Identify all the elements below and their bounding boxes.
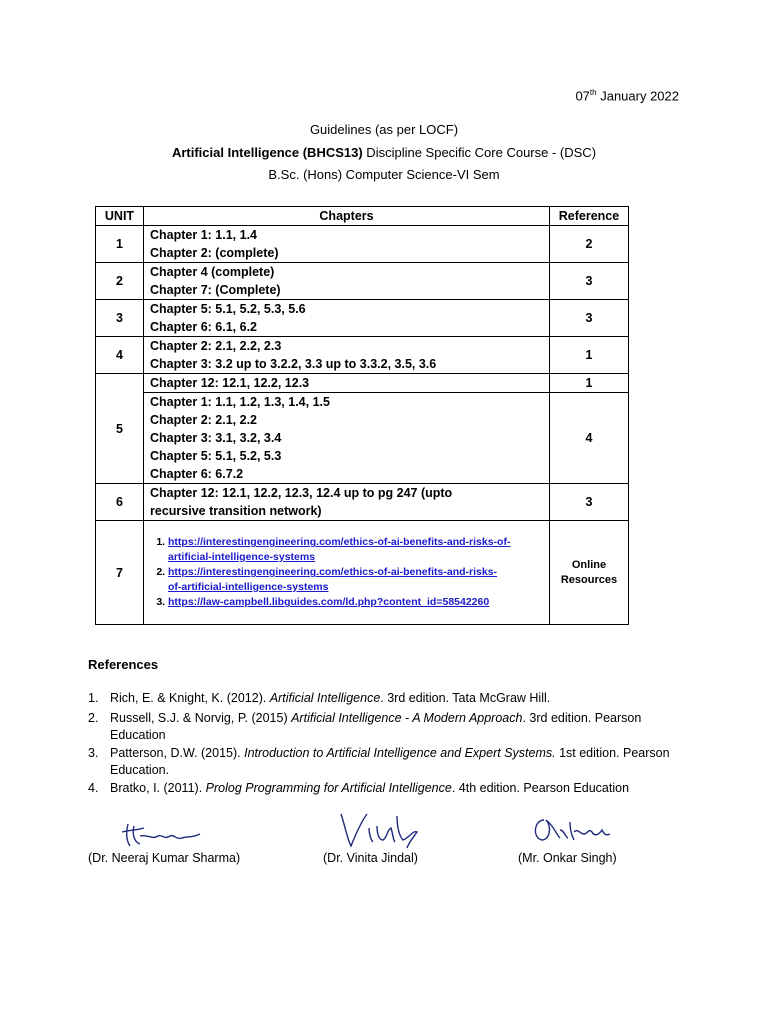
reference-online: Online <box>571 558 607 571</box>
chapter-line: Chapter 12: 12.1, 12.2, 12.3, 12.4 up to pg 247 (upto <box>150 486 453 500</box>
list-item: 3. Patterson, D.W. (2015). Introduction to Artificial Intelligence and Expert Systems. 1st edition. Pearson Education. <box>88 746 670 777</box>
unit-cell: 5 <box>96 374 144 484</box>
chapter-line: Chapter 2: 2.1, 2.2 <box>150 413 257 427</box>
list-item <box>168 565 543 594</box>
course-type: Discipline Specific Core Course - (DSC) <box>362 145 597 160</box>
link-ethics-of-ai-2[interactable]: https://interestingengineering.com/ethics-of-ai-benefits-and-risks- of-artificial-intelligence-systems <box>168 566 498 593</box>
chapter-line: recursive transition network) <box>150 504 322 518</box>
reference-cell: 4 <box>550 393 629 484</box>
signature-onkar-image <box>528 812 614 848</box>
reference-cell: 3 <box>550 484 629 521</box>
chapter-line: Chapter 4 (complete) <box>150 265 275 279</box>
list-item: 4. Bratko, I. (2011). Prolog Programming for Artificial Intelligence. 4th edition. Pearson Education <box>88 781 630 795</box>
table-row <box>96 484 629 521</box>
table-row <box>96 337 629 374</box>
chapters-cell <box>144 337 550 374</box>
table-row <box>96 300 629 337</box>
chapter-line: Chapter 7: (Complete) <box>150 283 281 297</box>
list-item <box>168 535 543 564</box>
reference-cell: 3 <box>550 263 629 300</box>
chapters-cell <box>144 393 550 484</box>
link-ethics-of-ai-1[interactable]: https://interestingengineering.com/ethics-of-ai-benefits-and-risks-of- artificial-intelligence-systems <box>168 536 511 563</box>
chapter-line: Chapter 2: (complete) <box>150 246 279 260</box>
reference-resources: Resources <box>560 573 618 586</box>
chapter-line: Chapter 1: 1.1, 1.4 <box>150 228 257 242</box>
unit-cell: 7 <box>96 521 144 625</box>
chapter-line: Chapter 5: 5.1, 5.2, 5.3, 5.6 <box>150 302 306 316</box>
signatory-name: (Mr. Onkar Singh) <box>518 851 617 865</box>
header-chapters: Chapters <box>144 207 550 226</box>
unit-cell: 3 <box>96 300 144 337</box>
program-semester: B.Sc. (Hons) Computer Science-VI Sem <box>268 167 500 182</box>
signature-vinita-image <box>333 808 423 852</box>
chapter-line: Chapter 3: 3.1, 3.2, 3.4 <box>150 431 282 445</box>
syllabus-table <box>95 206 629 625</box>
reference-cell: 1 <box>550 337 629 374</box>
chapters-cell <box>144 300 550 337</box>
reference-cell <box>550 521 629 625</box>
chapters-cell <box>144 484 550 521</box>
links-cell <box>144 521 550 625</box>
references-list <box>88 690 688 797</box>
list-item: 2. Russell, S.J. & Norvig, P. (2015) Artificial Intelligence - A Modern Approach. 3rd edition. Pearson Education <box>88 711 642 742</box>
unit-cell: 6 <box>96 484 144 521</box>
reference-cell: 2 <box>550 226 629 263</box>
unit-cell: 2 <box>96 263 144 300</box>
reference-cell: 1 <box>550 374 629 393</box>
list-item <box>168 595 543 610</box>
chapter-line: Chapter 6: 6.7.2 <box>150 467 244 481</box>
course-title <box>0 145 768 160</box>
references-title: References <box>88 657 159 672</box>
table-row <box>96 521 629 625</box>
chapter-line: Chapter 3: 3.2 up to 3.2.2, 3.3 up to 3.3.2, 3.5, 3.6 <box>150 357 437 371</box>
chapter-line: Chapter 5: 5.1, 5.2, 5.3 <box>150 449 282 463</box>
chapter-line: Chapter 1: 1.1, 1.2, 1.3, 1.4, 1.5 <box>150 395 330 409</box>
table-row <box>96 393 629 484</box>
list-item: 1. Rich, E. & Knight, K. (2012). Artificial Intelligence. 3rd edition. Tata McGraw Hill. <box>88 691 551 705</box>
link-law-campbell[interactable]: https://law-campbell.libguides.com/ld.php?content_id=58542260 <box>168 596 490 609</box>
chapter-line: Chapter 6: 6.1, 6.2 <box>150 320 257 334</box>
table-row <box>96 263 629 300</box>
table-row <box>96 226 629 263</box>
chapter-line: Chapter 12: 12.1, 12.2, 12.3 <box>150 376 310 390</box>
document-date: 07th January 2022 <box>575 88 679 104</box>
signatory-name: (Dr. Vinita Jindal) <box>323 851 418 865</box>
chapters-cell <box>144 226 550 263</box>
chapter-line: Chapter 2: 2.1, 2.2, 2.3 <box>150 339 282 353</box>
guidelines-heading: Guidelines (as per LOCF) <box>309 122 459 137</box>
course-name: Artificial Intelligence (BHCS13) <box>171 145 363 160</box>
header-unit: UNIT <box>96 207 144 226</box>
reference-cell: 3 <box>550 300 629 337</box>
unit-cell: 1 <box>96 226 144 263</box>
chapters-cell <box>144 263 550 300</box>
header-reference: Reference <box>550 207 629 226</box>
table-header-row <box>96 207 629 226</box>
signatory-name: (Dr. Neeraj Kumar Sharma) <box>88 851 241 865</box>
unit-cell: 4 <box>96 337 144 374</box>
chapters-cell <box>144 374 550 393</box>
table-row <box>96 374 629 393</box>
online-links-list <box>150 535 543 610</box>
signature-neeraj-image <box>118 818 208 852</box>
